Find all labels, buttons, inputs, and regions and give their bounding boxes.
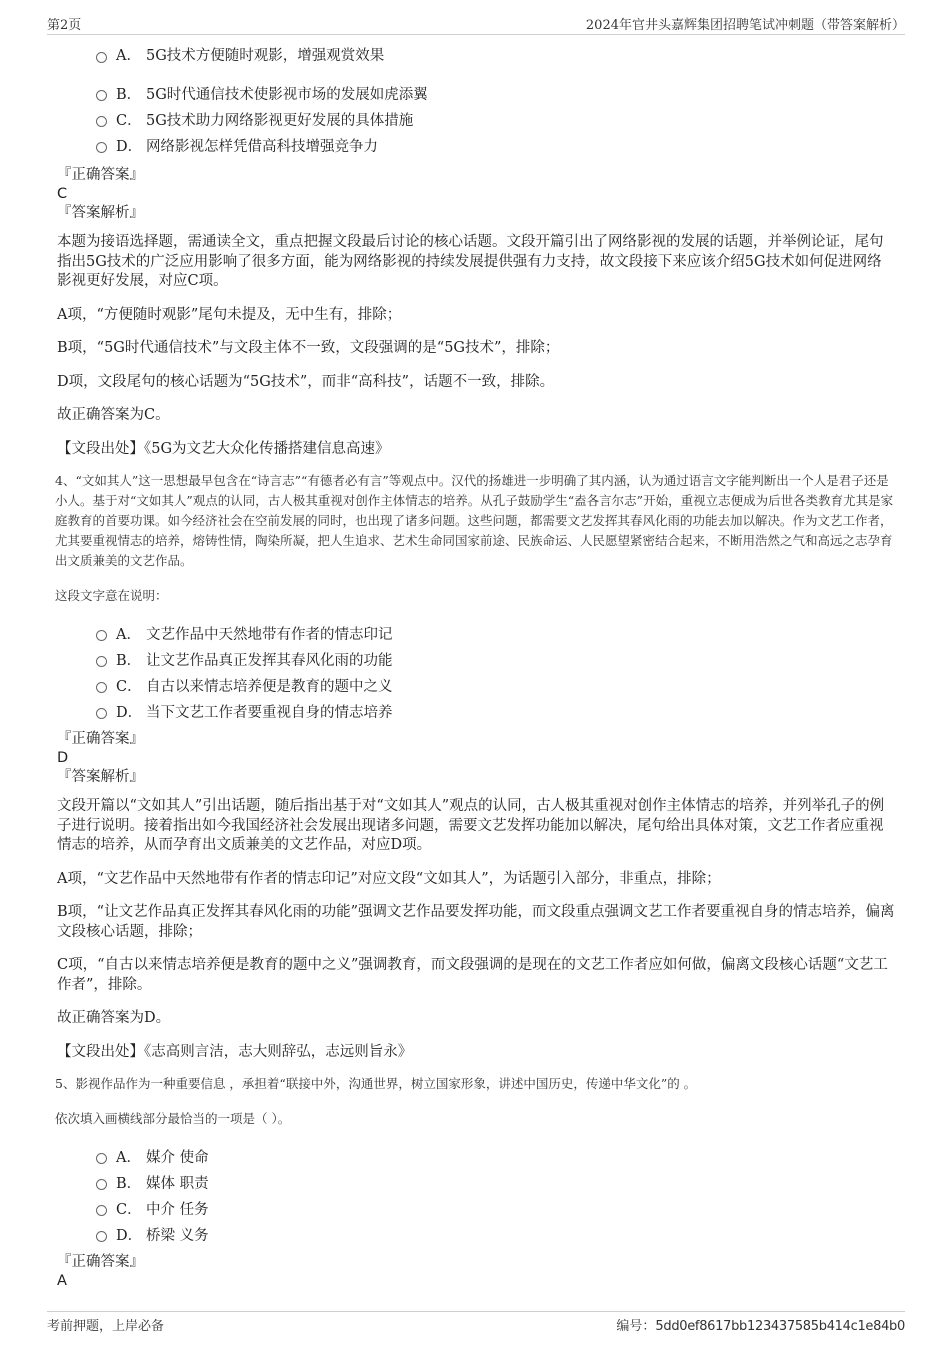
q4-option-b[interactable]: B． 让文艺作品真正发挥其春风化雨的功能 xyxy=(55,648,895,674)
q5-question: 依次填入画横线部分最恰当的一项是（ ）。 xyxy=(55,1111,291,1126)
document-body xyxy=(55,42,895,1291)
q4-answer-label: 『正确答案』 xyxy=(57,731,144,747)
q5-option-c[interactable]: C． 中介 任务 xyxy=(55,1197,895,1223)
q3-analysis-paragraph: B项，“5G时代通信技术”与文段主体不一致，文段强调的是“5G技术”，排除； xyxy=(57,340,560,356)
radio-icon[interactable] xyxy=(96,708,107,719)
footer-slogan: 考前押题，上岸必备 xyxy=(47,1319,165,1334)
footer-code-value: 5dd0ef8617bb123437585b414c1e84b0 xyxy=(655,1319,905,1334)
radio-icon[interactable] xyxy=(96,1205,107,1216)
q4-analysis-paragraph: 故正确答案为D。 xyxy=(57,1010,171,1026)
radio-icon[interactable] xyxy=(96,1153,107,1164)
q3-analysis-paragraph: 故正确答案为C。 xyxy=(57,407,170,423)
page-header xyxy=(47,14,905,35)
radio-icon[interactable] xyxy=(96,630,107,641)
page-number: 第2页 xyxy=(47,18,82,33)
q5-option-a[interactable]: A． 媒介 使命 xyxy=(55,1145,895,1171)
q5-answer: A xyxy=(57,1273,67,1289)
q4-analysis-paragraph: B项，“让文艺作品真正发挥其春风化雨的功能”强调文艺作品要发挥功能，而文段重点强调文艺工作者要重视自身的情志培养，偏离文段核心话题，排除； xyxy=(57,904,895,940)
q3-option-c[interactable]: C． 5G技术助力网络影视更好发展的具体措施 xyxy=(55,108,895,134)
q4-analysis-paragraph: 文段开篇以“文如其人”引出话题，随后指出基于对“文如其人”观点的认同，古人极其重视对创作主体情志的培养，并列举孔子的例子进行说明。接着指出如今我国经济社会发展出现诸多问题，需要文艺发挥功能加以解决，尾句给出具体对策，文艺工作者应重视情志的培养，从而孕育出文质兼美的文艺作品，对应D项。 xyxy=(57,798,885,853)
radio-icon[interactable] xyxy=(96,1179,107,1190)
q5-answer-label: 『正确答案』 xyxy=(57,1254,144,1270)
q4-analysis-paragraph: C项，“自古以来情志培养便是教育的题中之义”强调教育，而文段强调的是现在的文艺工作者应如何做，偏离文段核心话题“文艺工作者”，排除。 xyxy=(57,957,888,993)
footer-code xyxy=(616,1315,905,1334)
q4-analysis-label: 『答案解析』 xyxy=(57,769,144,785)
radio-icon[interactable] xyxy=(96,90,107,101)
radio-icon[interactable] xyxy=(96,116,107,127)
q4-source: 【文段出处】《志高则言洁，志大则辞弘，志远则旨永》 xyxy=(57,1043,413,1060)
q3-source: 【文段出处】《5G为文艺大众化传播搭建信息高速》 xyxy=(57,440,390,457)
q5-options xyxy=(55,1145,895,1249)
q3-option-a[interactable]: A． 5G技术方便随时观影，增强观赏效果 xyxy=(55,42,895,70)
radio-icon[interactable] xyxy=(96,142,107,153)
radio-icon[interactable] xyxy=(96,682,107,693)
q4-question: 这段文字意在说明： xyxy=(55,588,168,603)
q5-stem: 5、影视作品作为一种重要信息 ，承担着“联接中外，沟通世界，树立国家形象，讲述中国历史，传递中华文化”的 。 xyxy=(55,1076,697,1091)
q3-analysis-label: 『答案解析』 xyxy=(57,205,144,221)
q4-option-c[interactable]: C． 自古以来情志培养便是教育的题中之义 xyxy=(55,674,895,700)
q3-option-b[interactable]: B． 5G时代通信技术使影视市场的发展如虎添翼 xyxy=(55,82,895,108)
footer-code-label: 编号： xyxy=(616,1319,656,1334)
q3-answer-label: 『正确答案』 xyxy=(57,167,144,183)
q3-analysis-paragraph: 本题为接语选择题，需通读全文，重点把握文段最后讨论的核心话题。文段开篇引出了网络影视的发展的话题，并举例论证，尾句指出5G技术的广泛应用影响了很多方面，能为网络影视的持续发展提供强有力支持，故文段接下来应该介绍5G技术如何促进网络影视更好发展，对应C项。 xyxy=(57,234,884,289)
q4-option-a[interactable]: A． 文艺作品中天然地带有作者的情志印记 xyxy=(55,622,895,648)
q3-option-d[interactable]: D． 网络影视怎样凭借高科技增强竞争力 xyxy=(55,134,895,160)
q3-options xyxy=(55,42,895,160)
q5-option-d[interactable]: D． 桥梁 义务 xyxy=(55,1223,895,1249)
radio-icon[interactable] xyxy=(96,656,107,667)
q4-answer: D xyxy=(57,750,69,766)
page-footer xyxy=(47,1311,905,1334)
document-title: 2024年官井头嘉辉集团招聘笔试冲刺题（带答案解析） xyxy=(585,18,905,33)
q4-option-d[interactable]: D． 当下文艺工作者要重视自身的情志培养 xyxy=(55,700,895,726)
q4-options xyxy=(55,622,895,726)
q5-option-b[interactable]: B． 媒体 职责 xyxy=(55,1171,895,1197)
radio-icon[interactable] xyxy=(96,1231,107,1242)
q4-analysis-paragraph: A项，“文艺作品中天然地带有作者的情志印记”对应文段“文如其人”，为话题引入部分，非重点，排除； xyxy=(57,870,721,887)
q3-analysis-paragraph: D项，文段尾句的核心话题为“5G技术”，而非“高科技”，话题不一致，排除。 xyxy=(57,373,555,390)
q4-stem: 4、“文如其人”这一思想最早包含在“诗言志”“有德者必有言”等观点中。汉代的扬雄进一步明确了其内涵，认为通过语言文字能判断出一个人是君子还是小人。基于对“文如其人”观点的认同，古人极其重视对创作主体情志的培养。从孔子鼓励学生“盍各言尔志”开始，重视立志便成为后世各类教育尤其是家庭教育的首要功课。如今经济社会在空前发展的同时，也出现了诸多问题。这些问题，都需要文艺发挥其春风化雨的功能去加以解决。作为文艺工作者，尤其要重视情志的培养，熔铸性情，陶染所凝，把人生追求、艺术生命同国家前途、民族命运、人民愿望紧密结合起来，不断用浩然之气和高远之志孕育出文质兼美的文艺作品。 xyxy=(55,473,894,568)
q3-answer: C xyxy=(57,186,68,202)
radio-icon[interactable] xyxy=(96,52,107,63)
q3-analysis-paragraph: A项，“方便随时观影”尾句未提及，无中生有，排除； xyxy=(57,306,402,323)
